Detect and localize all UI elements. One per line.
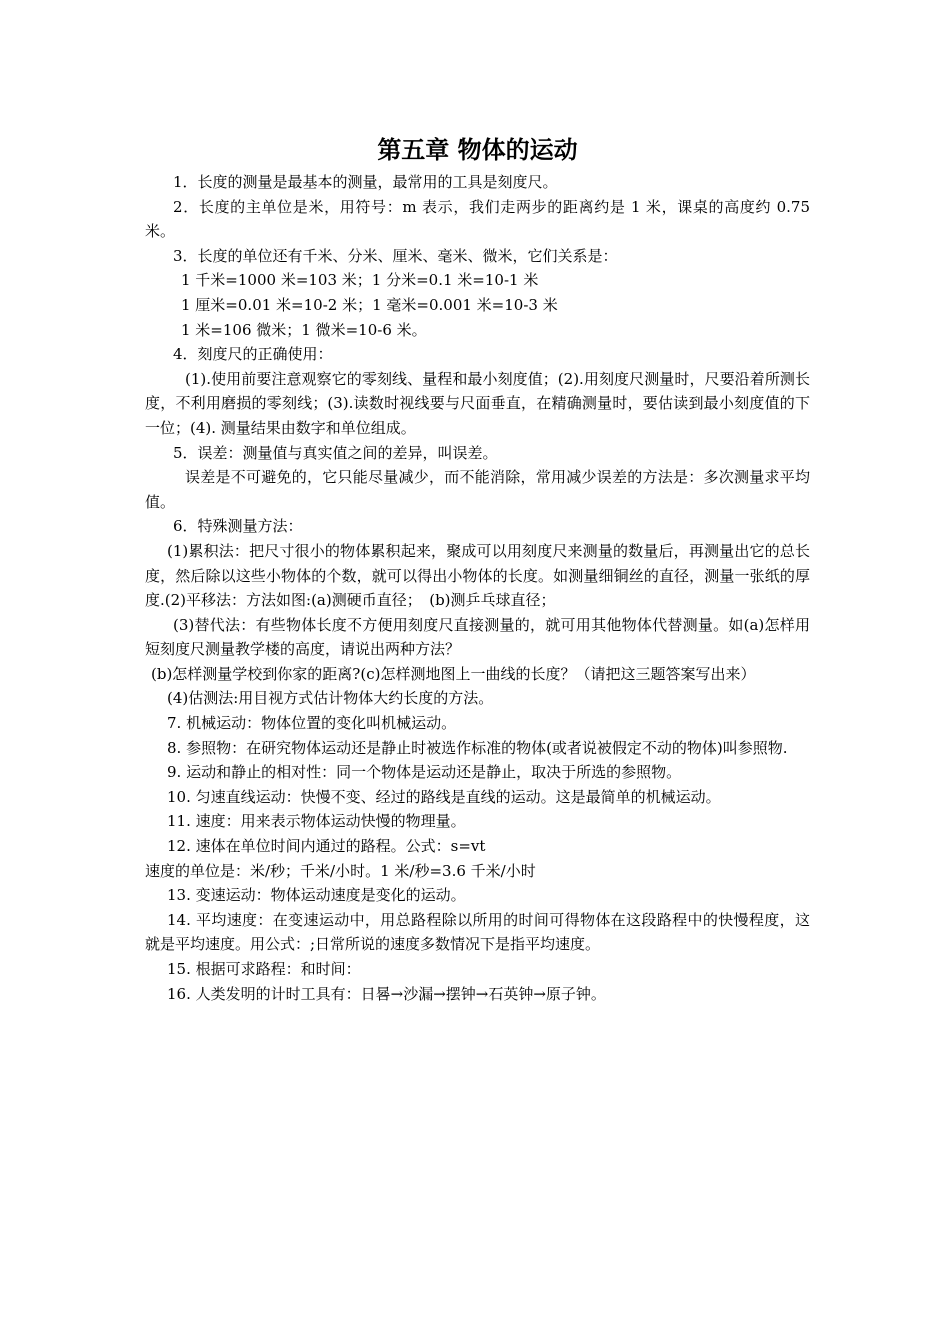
paragraph: 16. 人类发明的计时工具有：日晷→沙漏→摆钟→石英钟→原子钟。 xyxy=(167,984,606,1003)
paragraph: 11. 速度：用来表示物体运动快慢的物理量。 xyxy=(167,812,466,831)
paragraph: (b)怎样测量学校到你家的距离?(c)怎样测地图上一曲线的长度？（请把这三题答案写出来） xyxy=(151,664,756,683)
paragraph: 10. 匀速直线运动：快慢不变、经过的路线是直线的运动。这是最简单的机械运动。 xyxy=(167,787,721,806)
paragraph: 速度的单位是：米/秒；千米/小时。1 米/秒=3.6 千米/小时 xyxy=(145,861,536,880)
paragraph: 7. 机械运动：物体位置的变化叫机械运动。 xyxy=(167,714,457,733)
paragraph: 8. 参照物：在研究物体运动还是静止时被选作标准的物体(或者说被假定不动的物体)叫参照物. xyxy=(167,738,788,757)
paragraph: 3．长度的单位还有千米、分米、厘米、毫米、微米，它们关系是： xyxy=(173,246,618,265)
paragraph: 12. 速体在单位时间内通过的路程。公式：s=vt xyxy=(167,837,486,856)
paragraph: 6．特殊测量方法： xyxy=(173,517,303,536)
paragraph: 4．刻度尺的正确使用： xyxy=(173,345,333,364)
paragraph: (1)累积法：把尺寸很小的物体累积起来，聚成可以用刻度尺来测量的数量后，再测量出它的总长度，然后除以这些小物体的个数，就可以得出小物体的长度。如测量细铜丝的直径，测量一张纸的厚度.(2)平移法：方法如图:(a)测硬币直径； (b)测乒乓球直径； xyxy=(145,541,810,610)
paragraph: 2．长度的主单位是米，用符号：m 表示，我们走两步的距离约是 1 米，课桌的高度约 0.75 米。 xyxy=(145,197,810,241)
paragraph: 1 厘米=0.01 米=10-2 米；1 毫米=0.001 米=10-3 米 xyxy=(181,295,558,314)
page-title: 第五章 物体的运动 xyxy=(377,136,578,164)
paragraph: 13. 变速运动：物体运动速度是变化的运动。 xyxy=(167,886,466,905)
paragraph: 误差是不可避免的，它只能尽量减少，而不能消除，常用减少误差的方法是：多次测量求平均值。 xyxy=(145,468,810,511)
paragraph: (4)估测法:用目视方式估计物体大约长度的方法。 xyxy=(167,689,494,708)
paragraph: (1).使用前要注意观察它的零刻线、量程和最小刻度值；(2).用刻度尺测量时，尺要沿着所测长度，不利用磨损的零刻线；(3).读数时视线要与尺面垂直，在精确测量时，要估读到最小刻度值的下一位；(4). 测量结果由数字和单位组成。 xyxy=(145,369,810,437)
paragraph: 1 米=106 微米；1 微米=10-6 米。 xyxy=(181,320,427,339)
paragraph: 5．误差：测量值与真实值之间的差异，叫误差。 xyxy=(173,443,498,462)
paragraph: 1 千米=1000 米=103 米；1 分米=0.1 米=10-1 米 xyxy=(181,271,539,290)
document-page xyxy=(145,130,810,1006)
paragraph: (3)替代法：有些物体长度不方便用刻度尺直接测量的，就可用其他物体代替测量。如(a)怎样用短刻度尺测量教学楼的高度，请说出两种方法？ xyxy=(145,615,810,659)
paragraph: 15. 根据可求路程：和时间： xyxy=(167,960,361,978)
paragraph: 14. 平均速度：在变速运动中，用总路程除以所用的时间可得物体在这段路程中的快慢程度，这就是平均速度。用公式：;日常所说的速度多数情况下是指平均速度。 xyxy=(145,910,810,954)
paragraph: 1．长度的测量是最基本的测量，最常用的工具是刻度尺。 xyxy=(173,173,558,191)
paragraph: 9. 运动和静止的相对性：同一个物体是运动还是静止，取决于所选的参照物。 xyxy=(167,763,682,782)
document-body xyxy=(145,170,810,1006)
